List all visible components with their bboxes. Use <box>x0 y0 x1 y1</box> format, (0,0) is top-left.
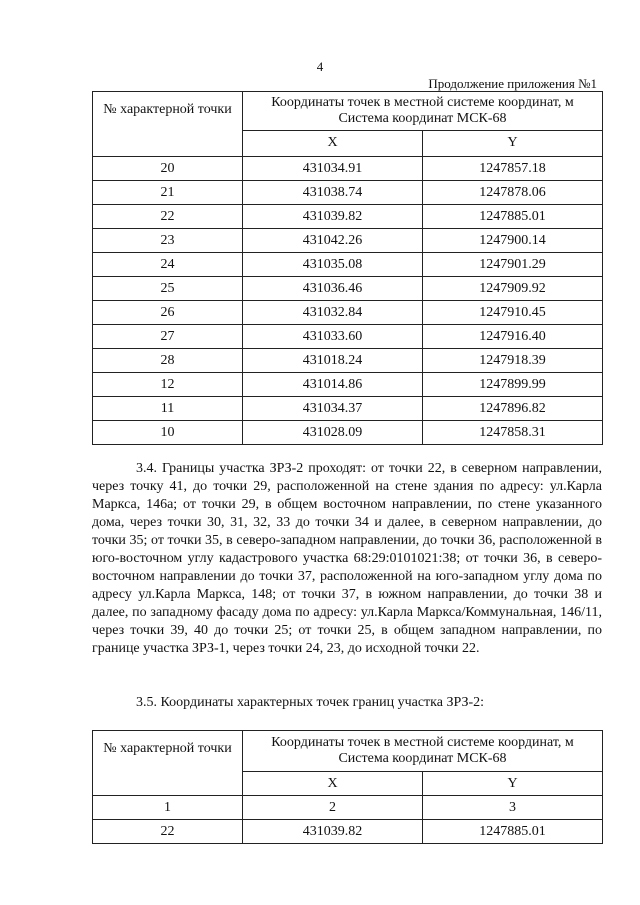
table-row <box>93 397 603 421</box>
y-coordinate-cell: 1247916.40 <box>423 325 603 349</box>
header-coordinate-system: Координаты точек в местной системе координат, м Система координат МСК-68 <box>243 92 603 131</box>
header-point-number: № характерной точки <box>93 92 243 157</box>
point-number-cell: 23 <box>93 229 243 253</box>
header-coordinate-system: Координаты точек в местной системе координат, м Система координат МСК-68 <box>243 731 603 772</box>
x-coordinate-cell: 431039.82 <box>243 205 423 229</box>
y-coordinate-cell: 1247909.92 <box>423 277 603 301</box>
x-coordinate-cell: 431034.91 <box>243 157 423 181</box>
x-coordinate-cell: 2 <box>243 796 423 820</box>
table-row <box>93 229 603 253</box>
x-coordinate-cell: 431032.84 <box>243 301 423 325</box>
point-number-cell: 20 <box>93 157 243 181</box>
coordinates-table-1 <box>92 91 603 445</box>
x-coordinate-cell: 431038.74 <box>243 181 423 205</box>
table-row <box>93 301 603 325</box>
table-row <box>93 157 603 181</box>
y-coordinate-cell: 1247896.82 <box>423 397 603 421</box>
x-coordinate-cell: 431036.46 <box>243 277 423 301</box>
point-number-cell: 11 <box>93 397 243 421</box>
y-coordinate-cell: 1247885.01 <box>423 820 603 844</box>
paragraph-3-5: 3.5. Координаты характерных точек границ участка ЗРЗ-2: <box>136 695 485 710</box>
point-number-cell: 22 <box>93 820 243 844</box>
coordinates-table-2 <box>92 730 603 844</box>
y-coordinate-cell: 3 <box>423 796 603 820</box>
point-number-cell: 24 <box>93 253 243 277</box>
table-row <box>93 421 603 445</box>
header-point-number: № характерной точки <box>93 731 243 796</box>
header-y: Y <box>423 130 603 156</box>
y-coordinate-cell: 1247901.29 <box>423 253 603 277</box>
x-coordinate-cell: 431033.60 <box>243 325 423 349</box>
page-number: 4 <box>316 59 324 74</box>
x-coordinate-cell: 431014.86 <box>243 373 423 397</box>
point-number-cell: 10 <box>93 421 243 445</box>
header-y: Y <box>423 772 603 796</box>
y-coordinate-cell: 1247885.01 <box>423 205 603 229</box>
y-coordinate-cell: 1247918.39 <box>423 349 603 373</box>
table-row <box>93 277 603 301</box>
point-number-cell: 25 <box>93 277 243 301</box>
table-row <box>93 349 603 373</box>
x-coordinate-cell: 431034.37 <box>243 397 423 421</box>
y-coordinate-cell: 1247899.99 <box>423 373 603 397</box>
point-number-cell: 26 <box>93 301 243 325</box>
y-coordinate-cell: 1247910.45 <box>423 301 603 325</box>
table-row <box>93 325 603 349</box>
table-row <box>93 181 603 205</box>
table-row <box>93 253 603 277</box>
point-number-cell: 1 <box>93 796 243 820</box>
point-number-cell: 28 <box>93 349 243 373</box>
x-coordinate-cell: 431035.08 <box>243 253 423 277</box>
point-number-cell: 27 <box>93 325 243 349</box>
x-coordinate-cell: 431039.82 <box>243 820 423 844</box>
header-x: X <box>243 772 423 796</box>
y-coordinate-cell: 1247857.18 <box>423 157 603 181</box>
header-x: X <box>243 130 423 156</box>
x-coordinate-cell: 431028.09 <box>243 421 423 445</box>
paragraph-3-4: 3.4. Границы участка ЗРЗ-2 проходят: от точки 22, в северном направлении, через точку 41, до точки 29, расположенной на стене здания по адресу: ул.Карла Маркса, 146а; от точки 29, в общем восточном направлении, по стене указанного дома, через точки 30, 31, 32, 33 до точки 34 и далее, в северном направлении, до точки 35; от точки 35, в северо-западном направлении, до точки 36, расположенной в юго-восточном углу кадастрового участка 68:29:0101021:38; от точки 36, в северо-восточном направлении до точки 37, расположенной на юго-западном углу дома по адресу ул.Карла Маркса, 148; от точки 37, в южном направлении, до точки 38 и далее, по западному фасаду дома по адресу: ул.Карла Маркса/Коммунальная, 146/11, через точки 39, 40 до точки 25; от точки 25, в общем западном направлении, по границе участка ЗРЗ-1, через точки 24, 23, до исходной точки 22. <box>92 461 602 656</box>
table-row <box>93 796 603 820</box>
x-coordinate-cell: 431018.24 <box>243 349 423 373</box>
point-number-cell: 22 <box>93 205 243 229</box>
table-row <box>93 373 603 397</box>
y-coordinate-cell: 1247878.06 <box>423 181 603 205</box>
x-coordinate-cell: 431042.26 <box>243 229 423 253</box>
point-number-cell: 21 <box>93 181 243 205</box>
table-row <box>93 205 603 229</box>
y-coordinate-cell: 1247900.14 <box>423 229 603 253</box>
point-number-cell: 12 <box>93 373 243 397</box>
continuation-label: Продолжение приложения №1 <box>428 76 597 91</box>
y-coordinate-cell: 1247858.31 <box>423 421 603 445</box>
table-row <box>93 820 603 844</box>
